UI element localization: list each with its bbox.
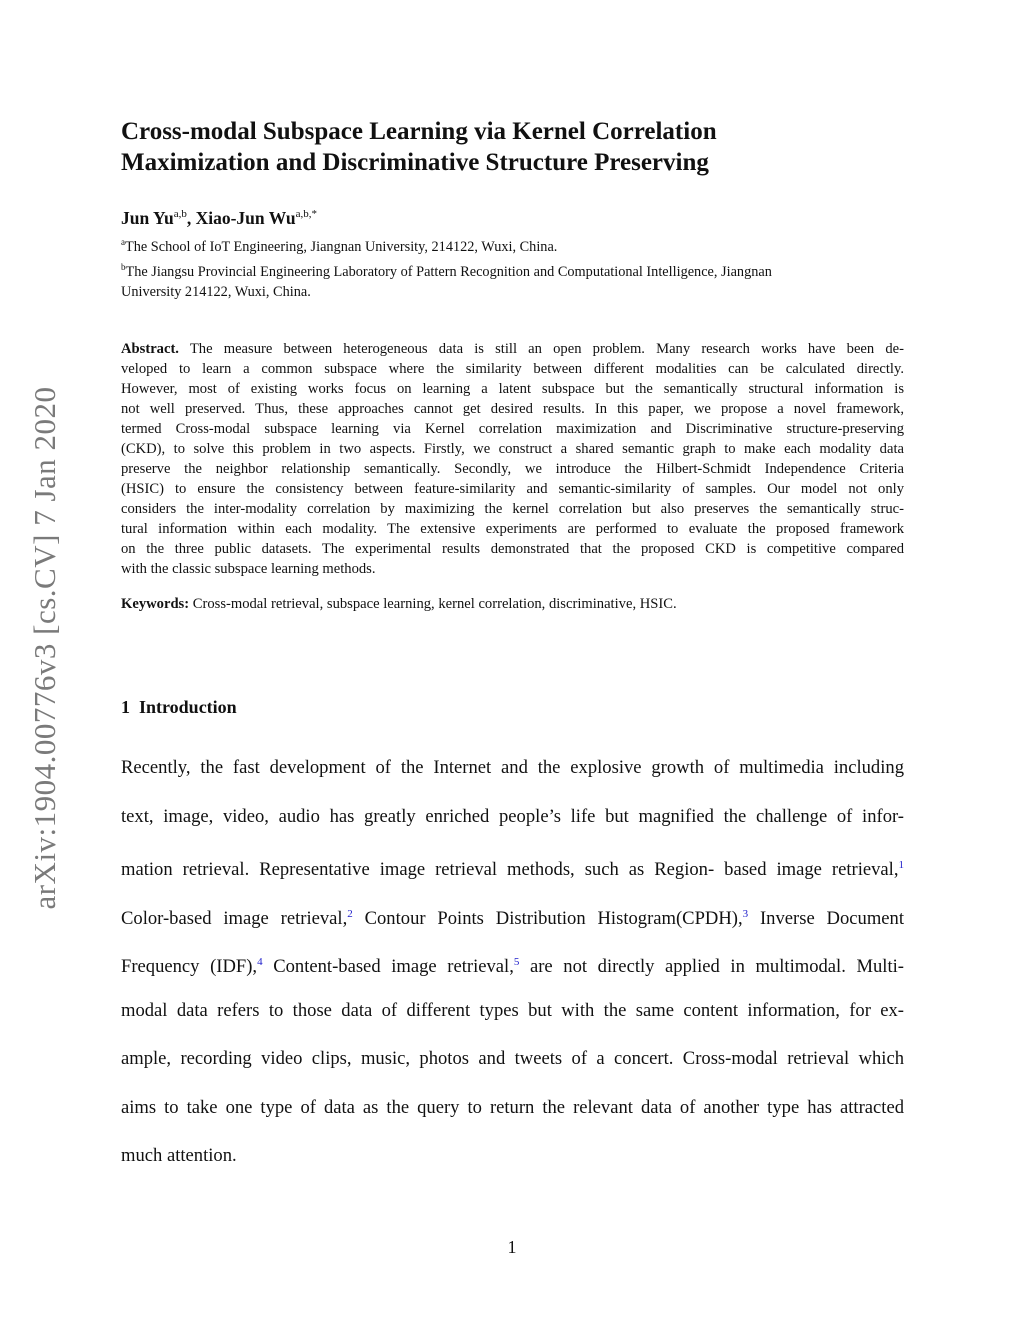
intro-line <box>121 1047 904 1071</box>
abstract-line <box>121 419 904 439</box>
intro-text: Color-based image retrieval, <box>121 907 348 929</box>
affil-text: The Jiangsu Provincial Engineering Laboratory of Pattern Recognition and Computational Intelligence, Jiangnan <box>125 263 772 280</box>
intro-text: much attention. <box>121 1145 237 1166</box>
abstract-text: not well preserved. Thus, these approaches cannot get desired results. In this paper, we propose a novel framework, <box>121 401 904 417</box>
citation-link[interactable]: 2 <box>347 907 353 920</box>
authors <box>121 208 317 229</box>
abstract-text: with the classic subspace learning methods. <box>121 561 376 577</box>
abstract-line <box>121 359 904 379</box>
title-line: Maximization and Discriminative Structure Preserving <box>121 149 709 176</box>
intro-text: text, image, video, audio has greatly enriched people’s life but magnified the challenge of infor- <box>121 805 904 827</box>
intro-text: Content-based image retrieval, <box>262 956 514 978</box>
intro-line <box>121 1096 904 1120</box>
intro-text: Frequency (IDF), <box>121 956 258 978</box>
abstract-text: termed Cross-modal subspace learning via Kernel correlation maximization and Discriminative structure-preserving <box>121 421 904 437</box>
affil-text: The School of IoT Engineering, Jiangnan University, 214122, Wuxi, China. <box>125 238 558 255</box>
intro-text: modal data refers to those data of different types but with the same content information, for ex- <box>121 999 904 1021</box>
citation-link[interactable]: 5 <box>513 956 520 968</box>
abstract-text: However, most of existing works focus on learning a latent subspace but the semantically structural information is <box>121 381 904 397</box>
author-affil-mark: a,b <box>173 208 187 221</box>
abstract-text: considers the inter-modality correlation by maximizing the kernel correlation but also preserves the semantically struc- <box>121 501 904 517</box>
affiliations <box>121 232 904 302</box>
intro-line <box>121 1144 904 1168</box>
abstract-line <box>121 399 904 419</box>
affiliation-b-cont: University 214122, Wuxi, China. <box>121 283 311 300</box>
abstract-line <box>121 379 904 399</box>
affiliation-a <box>121 232 904 257</box>
citation-link[interactable]: 1 <box>898 859 904 871</box>
abstract-text: tural information within each modality. The extensive experiments are performed to evaluate the proposed framework <box>121 521 904 537</box>
intro-line <box>121 805 904 829</box>
abstract-label: Abstract. <box>121 341 179 357</box>
abstract-line <box>121 519 904 539</box>
intro-text: Inverse Document <box>748 907 905 929</box>
intro-text: aims to take one type of data as the query to return the relevant data of another type has attracted <box>121 1096 904 1118</box>
author-separator: , <box>186 208 196 228</box>
affil-mark: a <box>121 237 125 247</box>
intro-text: are not directly applied in multimodal. Multi- <box>519 956 904 978</box>
title-line: Cross-modal Subspace Learning via Kernel Correlation <box>121 118 717 145</box>
intro-text: Contour Points Distribution Histogram(CPDH), <box>352 907 743 929</box>
citation-link[interactable]: 4 <box>257 956 263 968</box>
section-heading <box>121 697 237 718</box>
abstract-text: veloped to learn a common subspace where the similarity between different modalities can be calculated directly. <box>121 361 904 377</box>
author-name: Jun Yu <box>121 208 174 228</box>
abstract-text: (HSIC) to ensure the consistency between feature-similarity and semantic-similarity of samples. Our model not only <box>121 481 904 497</box>
paper-title <box>121 116 921 178</box>
keywords-text: Cross-modal retrieval, subspace learning, kernel correlation, discriminative, HSIC. <box>189 596 677 612</box>
abstract-line <box>121 479 904 499</box>
intro-line <box>121 950 904 979</box>
intro-line <box>121 902 904 931</box>
intro-text: mation retrieval. Representative image retrieval methods, such as Region- based image retrieval, <box>121 859 899 881</box>
page-number: 1 <box>507 1237 517 1257</box>
abstract-text: The measure between heterogeneous data is still an open problem. Many research works have been de- <box>178 341 904 357</box>
abstract-text: preserve the neighbor relationship semantically. Secondly, we introduce the Hilbert-Schmidt Independence Criteria <box>121 461 904 477</box>
arxiv-stamp: arXiv:1904.00776v3 [cs.CV] 7 Jan 2020 <box>27 386 62 910</box>
author-name: Xiao-Jun Wu <box>195 208 296 228</box>
abstract-line <box>121 499 904 519</box>
intro-line <box>121 853 904 882</box>
intro-text: ample, recording video clips, music, photos and tweets of a concert. Cross-modal retrieval which <box>121 1048 904 1069</box>
intro-line <box>121 756 904 780</box>
author-affil-mark: a,b,* <box>295 208 318 221</box>
abstract-line <box>121 459 904 479</box>
affil-mark: b <box>121 261 126 272</box>
section-number: 1 <box>121 697 130 717</box>
abstract-line <box>121 339 904 359</box>
abstract-line <box>121 539 904 559</box>
intro-text: Recently, the fast development of the Internet and the explosive growth of multimedia including <box>121 757 904 778</box>
abstract-text: on the three public datasets. The experimental results demonstrated that the proposed CKD is competitive compared <box>121 541 904 557</box>
affiliation-b <box>121 257 904 282</box>
abstract-text: (CKD), to solve this problem in two aspects. Firstly, we construct a shared semantic graph to make each modality data <box>121 441 904 457</box>
section-title: Introduction <box>139 697 237 717</box>
citation-link[interactable]: 3 <box>742 907 749 920</box>
keywords <box>121 596 677 613</box>
abstract-line <box>121 559 904 579</box>
keywords-label: Keywords: <box>121 596 190 612</box>
intro-line <box>121 999 904 1023</box>
abstract-line <box>121 439 904 459</box>
